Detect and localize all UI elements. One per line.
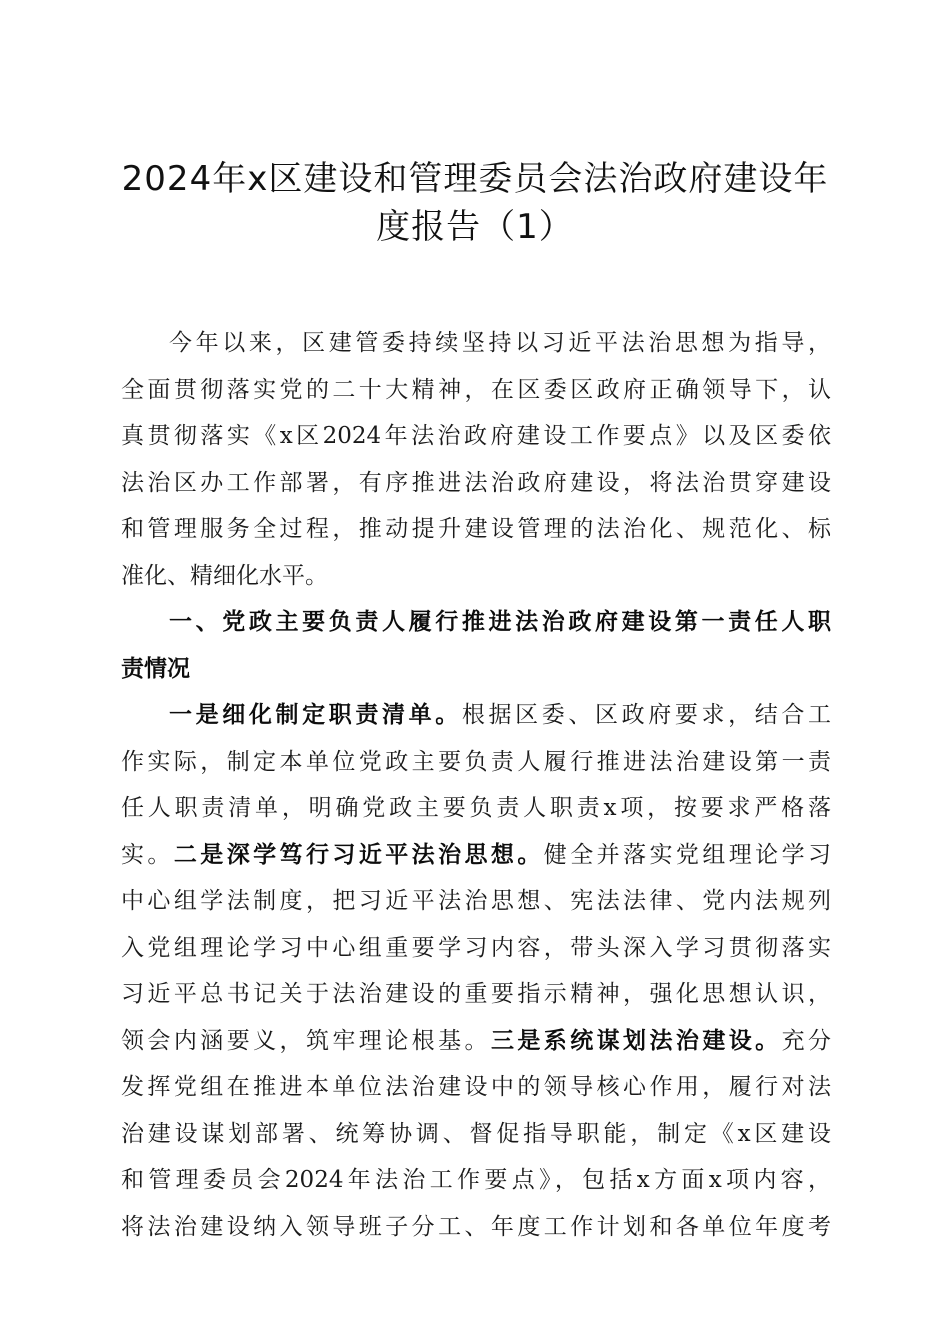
para1-point-2-lead: 二是深学笃行习近平法治思想。	[173, 840, 544, 868]
para1-line-8-text: 充分	[781, 1027, 831, 1054]
intro-line-1: 今年以来，区建管委持续坚持以习近平法治思想为指导，	[169, 330, 831, 356]
para1-line-11: 和管理委员会2024年法治工作要点》，包括x方面x项内容，	[121, 1167, 831, 1193]
intro-line-2: 全面贯彻落实党的二十大精神，在区委区政府正确领导下，认	[121, 376, 831, 403]
intro-line-6: 准化、精细化水平。	[121, 562, 328, 589]
para1-line-5: 中心组学法制度，把习近平法治思想、宪法法律、党内法规列	[121, 888, 831, 914]
title-line-1: 2024年x区建设和管理委员会法治政府建设年	[121, 159, 829, 199]
para1-point-3-lead: 三是系统谋划法治建设。	[490, 1026, 782, 1054]
para1-line-3: 任人职责清单，明确党政主要负责人职责x项，按要求严格落	[121, 795, 831, 821]
para1-line-7: 习近平总书记关于法治建设的重要指示精神，强化思想认识，	[121, 981, 831, 1007]
para1-line-6: 入党组理论学习中心组重要学习内容，带头深入学习贯彻落实	[121, 934, 831, 961]
para1-line-9: 发挥党组在推进本单位法治建设中的领导核心作用，履行对法	[121, 1074, 831, 1100]
intro-line-5: 和管理服务全过程，推动提升建设管理的法治化、规范化、标	[121, 516, 831, 542]
para1-line-12: 将法治建设纳入领导班子分工、年度工作计划和各单位年度考	[121, 1213, 831, 1240]
para1-line-1	[121, 692, 831, 739]
para1-point-1-lead: 一是细化制定职责清单。	[169, 701, 462, 728]
para1-line-2: 作实际，制定本单位党政主要负责人履行推进法治建设第一责	[121, 748, 831, 775]
section-heading-line-2: 责情况	[121, 654, 190, 682]
para1-line-4-text: 健全并落实党组理论学习	[543, 841, 831, 868]
intro-line-4: 法治区办工作部署，有序推进法治政府建设，将法治贯穿建设	[121, 469, 831, 496]
para1-line-8-start: 领会内涵要义，筑牢理论根基。	[121, 1027, 491, 1054]
para1-line-1-text: 根据区委、区政府要求，结合工	[461, 702, 831, 728]
para1-line-4-start: 实。	[121, 841, 174, 868]
section-heading-line-1: 一、党政主要负责人履行推进法治政府建设第一责任人职	[169, 608, 831, 635]
para1-line-8	[121, 1018, 831, 1065]
para1-line-10: 治建设谋划部署、统筹协调、督促指导职能，制定《x区建设	[121, 1120, 831, 1147]
document-title	[100, 155, 850, 251]
title-line-2: 度报告（1）	[376, 207, 574, 247]
document-body	[121, 320, 831, 1250]
para1-line-4	[121, 832, 831, 879]
intro-line-3: 真贯彻落实《x区2024年法治政府建设工作要点》以及区委依	[121, 423, 831, 449]
